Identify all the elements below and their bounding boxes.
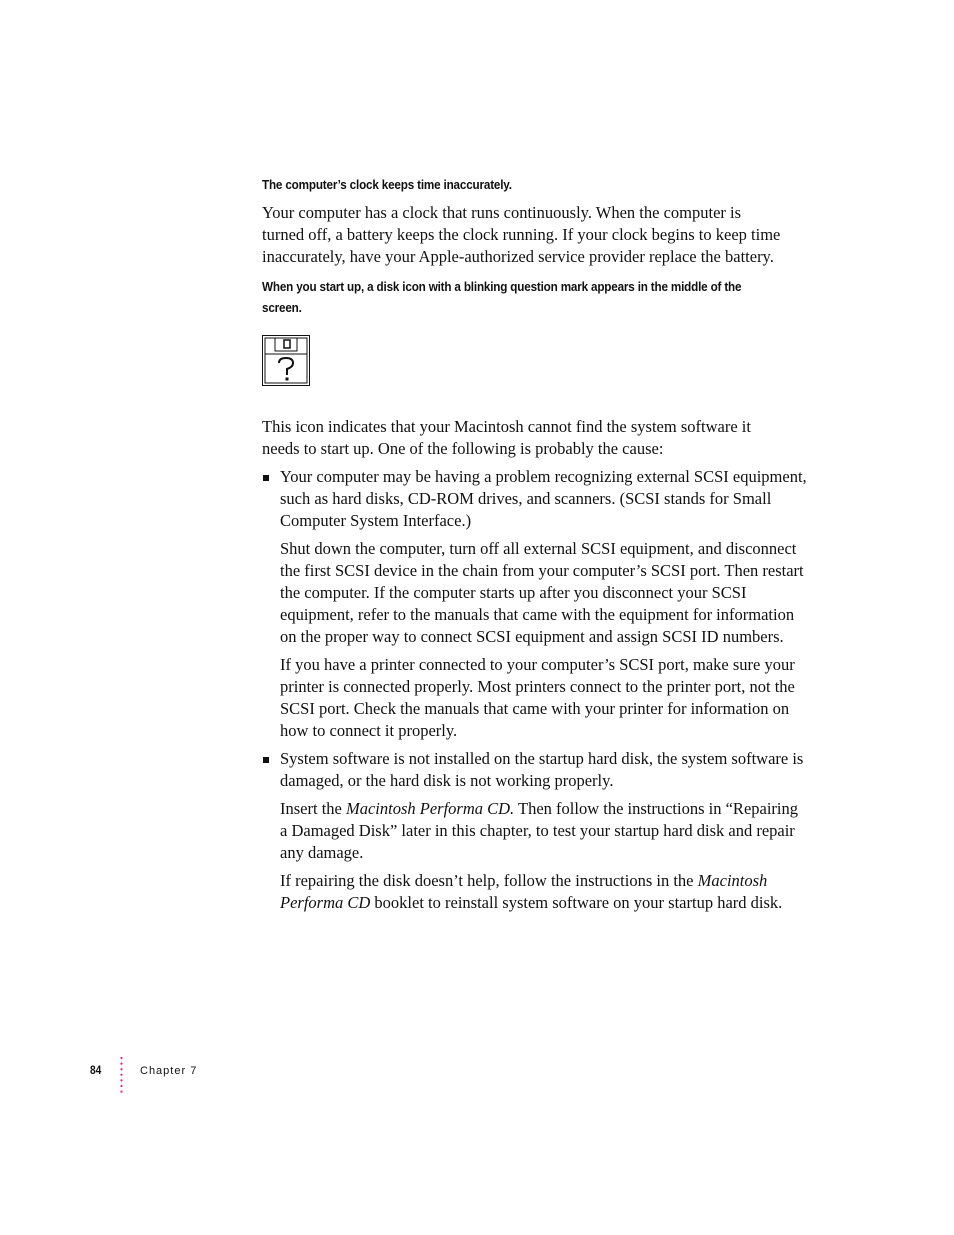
disk-icon-intro: This icon indicates that your Macintosh cannot find the system software it needs to start up. One of the following is probably the cause: xyxy=(262,417,751,458)
followup-text: Insert the xyxy=(280,799,346,818)
section-heading-disk-icon: When you start up, a disk icon with a blinking question mark appears in the middle of the screen. xyxy=(262,279,742,315)
bullet-followup xyxy=(280,798,807,864)
bullet-text: System software is not installed on the startup hard disk, the system software is damaged, or the hard disk is not working properly. xyxy=(280,749,804,790)
bullet-text: Your computer may be having a problem recognizing external SCSI equipment, such as hard disks, CD-ROM drives, and scanners. (SCSI stands for Small Computer System Interface.) xyxy=(280,467,807,530)
disk-question-mark-icon xyxy=(262,335,310,386)
bullet-square-icon xyxy=(263,475,269,481)
bullet-followup: Shut down the computer, turn off all external SCSI equipment, and disconnect the first SCSI device in the chain from your computer’s SCSI port. Then restart the computer. If the computer starts up after you disconnect your SCSI equipment, refer to the manuals that came with the equipment for information on the proper way to connect SCSI equipment and assign SCSI ID numbers. xyxy=(280,539,804,646)
followup-text: booklet to reinstall system software on your startup hard disk. xyxy=(370,893,783,912)
clock-paragraph: Your computer has a clock that runs continuously. When the computer is turned off, a battery keeps the clock running. If your clock begins to keep time inaccurately, have your Apple-authorized service provider replace the battery. xyxy=(262,203,781,266)
book-title: Macintosh Performa CD. xyxy=(345,799,515,818)
bullet-followup: If you have a printer connected to your computer’s SCSI port, make sure your printer is connected properly. Most printers connect to the printer port, not the SCSI port. Check the manuals that came with your printer for information on how to connect it properly. xyxy=(280,655,795,740)
cause-list xyxy=(262,466,807,914)
dotted-divider-icon xyxy=(120,1056,123,1094)
followup-text: If repairing the disk doesn’t help, follow the instructions in the xyxy=(280,871,698,890)
page-number: 84 xyxy=(90,1063,102,1077)
bullet-square-icon xyxy=(263,757,269,763)
divider-dot xyxy=(120,1057,122,1059)
divider-dot xyxy=(120,1068,122,1070)
page-content xyxy=(262,174,807,920)
section-heading-clock: The computer’s clock keeps time inaccurately. xyxy=(262,177,512,192)
divider-dot xyxy=(120,1063,122,1065)
divider-dot xyxy=(120,1091,122,1093)
chapter-label: Chapter 7 xyxy=(140,1065,198,1077)
bullet-followup xyxy=(280,870,807,914)
list-item xyxy=(262,466,807,742)
divider-dot xyxy=(120,1079,122,1081)
book-title: Macintosh Performa CD xyxy=(280,871,768,912)
followup-text: Then follow the instructions in “Repairing a Damaged Disk” later in this chapter, to test your startup hard disk and repair any damage. xyxy=(280,799,798,862)
list-item xyxy=(262,748,807,914)
divider-dot xyxy=(120,1074,122,1076)
divider-dot xyxy=(120,1085,122,1087)
